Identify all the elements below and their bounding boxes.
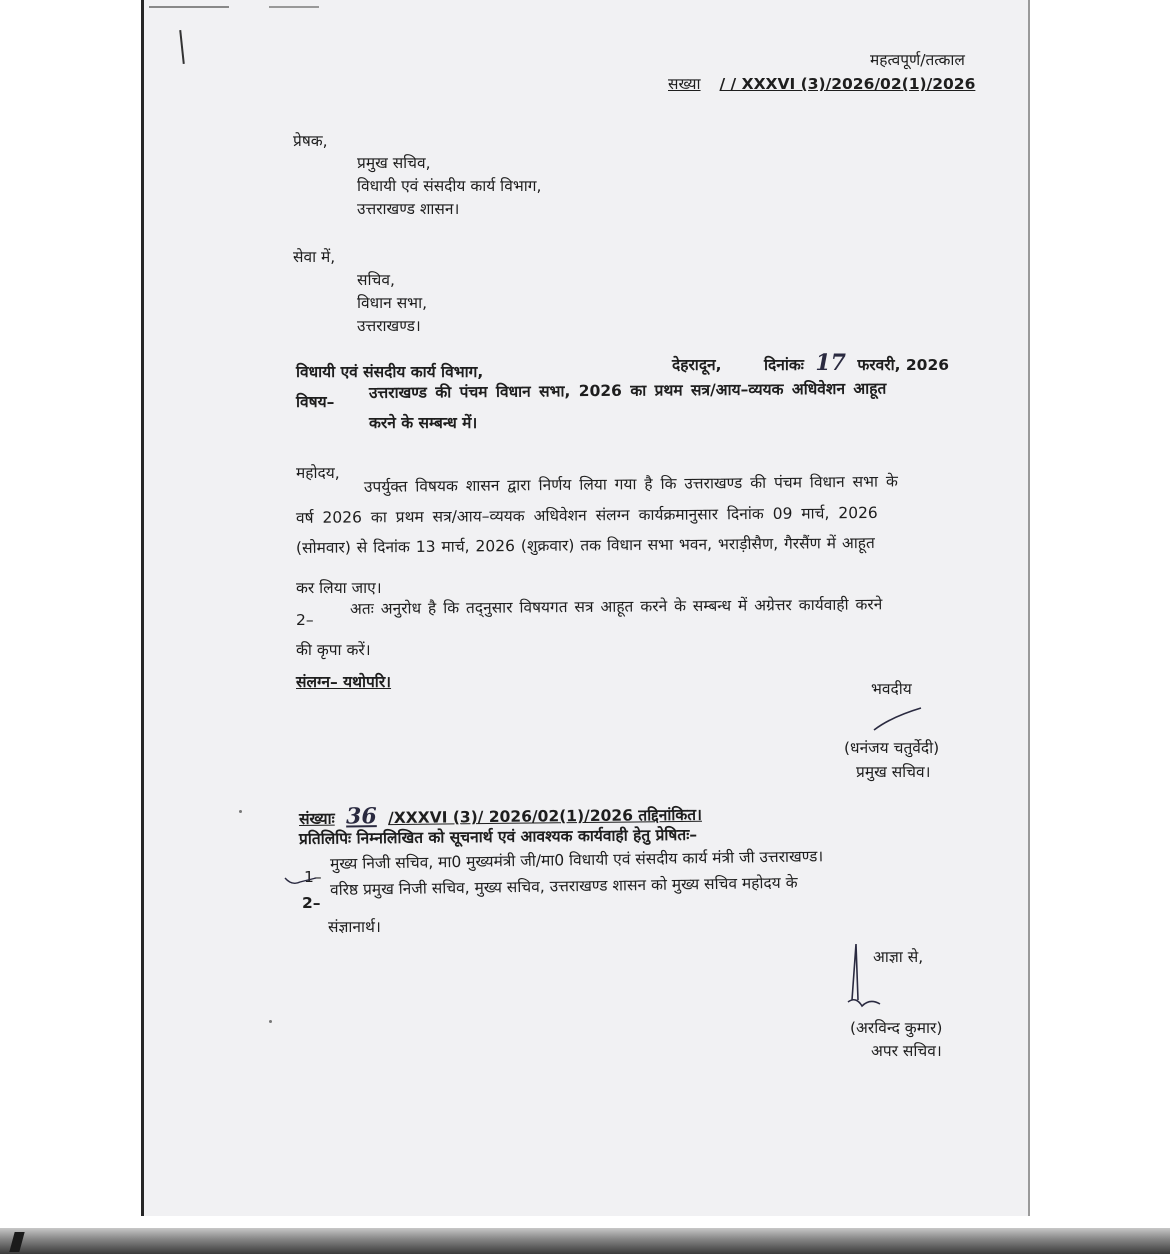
copy-item-number: 2– — [302, 894, 321, 912]
scan-margin-left — [0, 0, 141, 1216]
copy-item-text: वरिष्ठ प्रमुख निजी सचिव, मुख्य सचिव, उत्तराखण्ड शासन को मुख्य सचिव महोदय के — [329, 873, 798, 899]
scan-mark-top-2 — [269, 6, 319, 8]
date-handwritten: 17 — [815, 350, 846, 376]
scan-mark-top — [149, 6, 229, 8]
signatory-name: (धनंजय चतुर्वेदी) — [844, 739, 940, 757]
scan-margin-right — [1030, 0, 1170, 1216]
copy-number-label: संख्याः — [298, 809, 335, 828]
reference-label: सख्या — [668, 75, 701, 93]
copy-item-text: मुख्य निजी सचिव, मा0 मुख्यमंत्री जी/मा0 विधायी एवं संसदीय कार्य मंत्री जी उत्तराखण्ड। — [329, 847, 824, 873]
scan-speck — [239, 810, 242, 813]
sender-line: विधायी एवं संसदीय कार्य विभाग, — [357, 177, 542, 195]
priority-label: महत्वपूर्ण/तत्काल — [870, 51, 965, 69]
reference-number: / / XXXVI (3)/2026/02(1)/2026 — [719, 75, 976, 93]
paragraph-line: उपर्युक्त विषयक शासन द्वारा निर्णय लिया गया है कि उत्तराखण्ड की पंचम विधान सभा के — [363, 472, 898, 496]
place: देहरादून, — [672, 356, 722, 374]
subject-line: उत्तराखण्ड की पंचम विधान सभा, 2026 का प्रथम सत्र/आय–व्ययक अधिवेशन आहूत — [368, 379, 887, 402]
sender-line: प्रमुख सचिव, — [357, 154, 431, 172]
reference-line — [668, 74, 975, 94]
paragraph-line: वर्ष 2026 का प्रथम सत्र/आय–व्ययक अधिवेशन संलग्न कार्यक्रमानुसार दिनांक 09 मार्च, 2026 — [295, 503, 878, 527]
pen-mark — [179, 30, 185, 64]
copy-item-text-cont: संज्ञानार्थ। — [328, 918, 381, 936]
recipient-label: सेवा में, — [293, 248, 336, 266]
date-line — [764, 350, 950, 376]
copy-heading: प्रतिलिपिः निम्नलिखित को सूचनार्थ एवं आवश्यक कार्यवाही हेतु प्रेषितः– — [298, 825, 698, 848]
letter-page — [141, 0, 1030, 1216]
subject-line: करने के सम्बन्ध में। — [369, 414, 478, 432]
copy-number-rest: /XXXVI (3)/ 2026/02(1)/2026 तद्दिनांकित। — [388, 805, 703, 828]
paragraph-line: (सोमवार) से दिनांक 13 मार्च, 2026 (शुक्रवार) तक विधान सभा भवन, भराड़ीसैण, गैरसैंण में आहूत — [295, 533, 875, 557]
enclosure: संलग्न– यथोपरि। — [296, 673, 392, 691]
signatory-designation: अपर सचिव। — [871, 1042, 942, 1060]
salutation: महोदय, — [296, 464, 340, 482]
paragraph-line: की कृपा करें। — [296, 641, 371, 659]
recipient-line: विधान सभा, — [357, 294, 428, 312]
recipient-line: सचिव, — [357, 271, 395, 289]
closing-text: आज्ञा से, — [873, 948, 924, 966]
paragraph-line: अतः अनुरोध है कि तद्नुसार विषयगत सत्र आहूत करने के सम्बन्ध में अग्रेत्तर कार्यवाही करने — [349, 595, 883, 618]
tick-mark — [282, 868, 322, 888]
scan-mark — [9, 1232, 24, 1252]
signatory-name: (अरविन्द कुमार) — [850, 1019, 943, 1037]
paragraph-number: 2– — [296, 611, 314, 629]
sender-label: प्रेषक, — [293, 132, 328, 150]
department-line: विधायी एवं संसदीय कार्य विभाग, — [296, 363, 484, 381]
signatory-designation: प्रमुख सचिव। — [856, 763, 931, 781]
copy-item-number: 1– — [304, 868, 322, 886]
sender-line: उत्तराखण्ड शासन। — [357, 200, 460, 218]
date-label: दिनांकः — [764, 356, 804, 374]
scan-bottom-edge — [0, 1228, 1170, 1254]
paragraph-line: कर लिया जाए। — [296, 579, 382, 597]
recipient-line: उत्तराखण्ड। — [357, 317, 421, 335]
scan-speck — [269, 1020, 272, 1023]
subject-label: विषय– — [296, 393, 335, 411]
signature-image — [869, 705, 929, 735]
closing-text: भवदीय — [871, 680, 912, 698]
copy-number-handwritten: 36 — [345, 803, 377, 830]
date-rest: फरवरी, 2026 — [857, 356, 950, 374]
